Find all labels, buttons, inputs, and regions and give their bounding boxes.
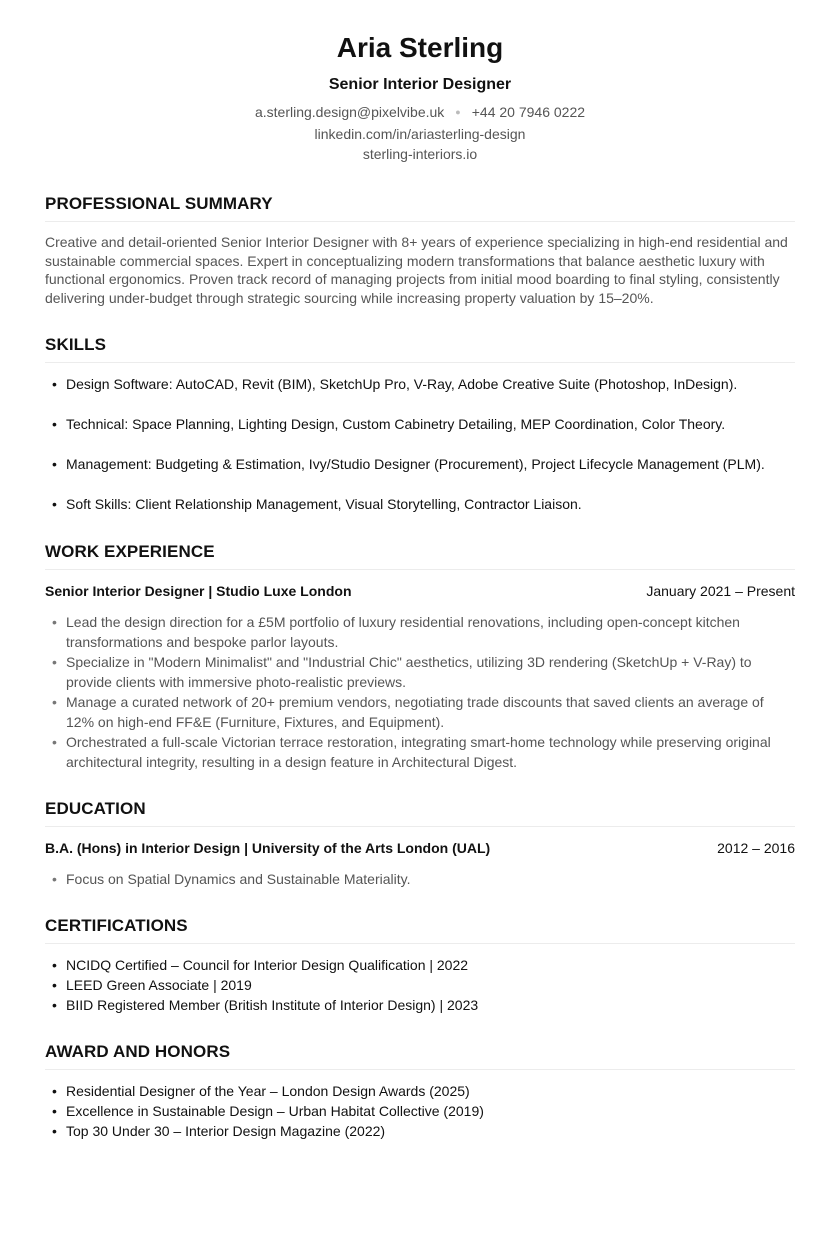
section-divider	[45, 1069, 795, 1070]
section-divider	[45, 362, 795, 363]
skills-heading: SKILLS	[45, 335, 107, 354]
certification-item: • LEED Green Associate | 2019	[45, 975, 795, 995]
awards-list	[45, 1081, 795, 1141]
job-bullets	[45, 612, 795, 772]
degree-title: B.A. (Hons) in Interior Design | University of the Arts London (UAL)	[45, 840, 491, 856]
job-dates: January 2021 – Present	[646, 583, 795, 599]
summary-text: Creative and detail-oriented Senior Interior Designer with 8+ years of experience specializing in high-end residential and sustainable commercial spaces. Expert in conceptualizing modern transformations that balance aesthetic luxury with functional ergonomics. Proven track record of managing projects from initial mood boarding to final styling, consistently delivering under-budget through strategic sourcing while increasing property valuation by 15–20%.	[45, 234, 788, 306]
experience-heading: WORK EXPERIENCE	[45, 542, 215, 561]
job-bullet: • Specialize in "Modern Minimalist" and "Industrial Chic" aesthetics, utilizing 3D rendering (SketchUp + V-Ray) to provide clients with immersive photo-realistic previews.	[45, 652, 795, 692]
experience-section	[45, 541, 795, 772]
website-link[interactable]: sterling-interiors.io	[362, 146, 478, 162]
section-divider	[45, 569, 795, 570]
certifications-list	[45, 955, 795, 1015]
resume-header	[45, 0, 795, 164]
certifications-heading: CERTIFICATIONS	[45, 916, 188, 935]
skills-section	[45, 334, 795, 514]
education-bullets	[45, 869, 795, 889]
email-link[interactable]: a.sterling.design@pixelvibe.uk	[254, 104, 445, 120]
award-item: • Residential Designer of the Year – London Design Awards (2025)	[45, 1081, 795, 1101]
section-divider	[45, 943, 795, 944]
award-item: • Top 30 Under 30 – Interior Design Magazine (2022)	[45, 1121, 795, 1141]
certification-item: • NCIDQ Certified – Council for Interior Design Qualification | 2022	[45, 955, 795, 975]
education-dates: 2012 – 2016	[717, 840, 795, 856]
awards-heading: AWARD AND HONORS	[45, 1042, 231, 1061]
section-divider	[45, 826, 795, 827]
job-bullet: • Lead the design direction for a £5M portfolio of luxury residential renovations, including open-concept kitchen transformations and bespoke parlor layouts.	[45, 612, 795, 652]
certification-item: • BIID Registered Member (British Institute of Interior Design) | 2023	[45, 995, 795, 1015]
education-section	[45, 798, 795, 889]
summary-heading: PROFESSIONAL SUMMARY	[45, 194, 273, 213]
contact-line-primary	[45, 102, 795, 124]
skills-list	[45, 374, 795, 514]
summary-section	[45, 193, 795, 307]
job-title: Senior Interior Designer	[328, 76, 512, 93]
certifications-section	[45, 915, 795, 1015]
phone-number[interactable]: +44 20 7946 0222	[471, 104, 586, 120]
skill-item: • Management: Budgeting & Estimation, Ivy/Studio Designer (Procurement), Project Lifecycle Management (PLM).	[45, 454, 795, 474]
candidate-name: Aria Sterling	[336, 32, 504, 63]
linkedin-link[interactable]: linkedin.com/in/ariasterling-design	[314, 126, 526, 142]
education-bullet: • Focus on Spatial Dynamics and Sustainable Materiality.	[45, 869, 795, 889]
award-item: • Excellence in Sustainable Design – Urban Habitat Collective (2019)	[45, 1101, 795, 1121]
section-divider	[45, 221, 795, 222]
separator-dot-icon: ●	[455, 107, 461, 117]
education-heading: EDUCATION	[45, 799, 146, 818]
job-role: Senior Interior Designer | Studio Luxe London	[45, 583, 352, 599]
awards-section	[45, 1041, 795, 1141]
skill-item: • Soft Skills: Client Relationship Management, Visual Storytelling, Contractor Liaison.	[45, 494, 795, 514]
skill-item: • Technical: Space Planning, Lighting Design, Custom Cabinetry Detailing, MEP Coordination, Color Theory.	[45, 414, 795, 434]
job-bullet: • Orchestrated a full-scale Victorian terrace restoration, integrating smart-home technology while preserving original architectural integrity, resulting in a design feature in Architectural Digest.	[45, 732, 795, 772]
job-entry-header	[45, 582, 795, 600]
job-bullet: • Manage a curated network of 20+ premium vendors, negotiating trade discounts that saved clients an average of 12% on high-end FF&E (Furniture, Fixtures, and Equipment).	[45, 692, 795, 732]
education-entry-header	[45, 839, 795, 857]
contact-info	[45, 102, 795, 164]
skill-item: • Design Software: AutoCAD, Revit (BIM), SketchUp Pro, V-Ray, Adobe Creative Suite (Photoshop, InDesign).	[45, 374, 795, 394]
